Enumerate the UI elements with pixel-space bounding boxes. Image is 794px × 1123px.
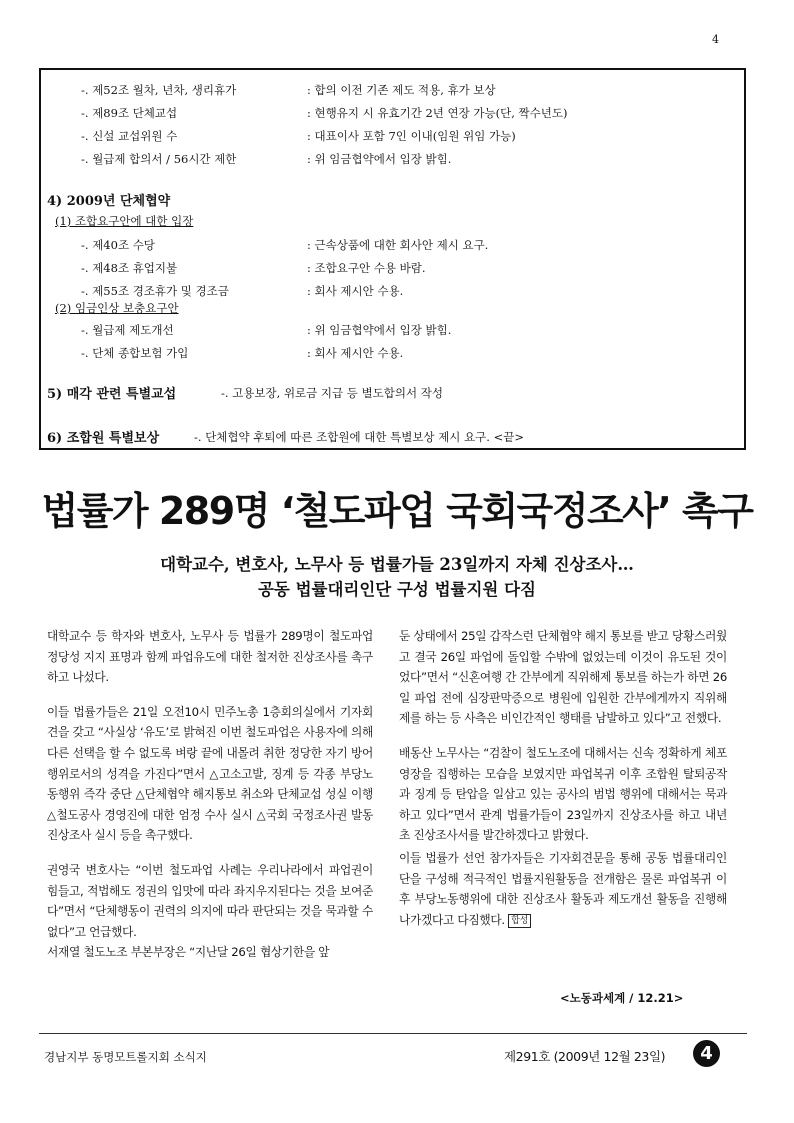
paragraph: 배동산 노무사는 “검찰이 철도노조에 대해서는 신속 정확하게 체포영장을 집행하는 모습을 보였지만 파업복귀 이후 조합원 탈퇴공작과 징계 등 탄압을 일삼고 있는 공사의 범법 행위에 대해서는 묵과하고 있다”면서 관계 법률가들이 23일까지 진상조사를 하고 내년 초 진상조사서를 발간하겠다고 밝혔다. — [399, 745, 727, 843]
section-5-title: 5) 매각 관련 특별교섭 — [47, 387, 177, 402]
footer-publication: 경남지부 동명모트롤지회 소식지 — [44, 1050, 207, 1064]
agreement-summary-box — [39, 68, 746, 450]
item-label: -. 제52조 월차, 년차, 생리휴가 — [81, 83, 237, 97]
item-label: -. 제55조 경조휴가 및 경조금 — [81, 284, 229, 298]
article-subheadline-1: 대학교수, 변호사, 노무사 등 법률가들 23일까지 자체 진상조사… — [160, 555, 634, 574]
item-value: : 합의 이전 기존 제도 적용, 휴가 보상 — [307, 83, 496, 97]
paragraph: 이들 법률가들은 21일 오전10시 민주노총 1층회의실에서 기자회견을 갖고 “사실상 ‘유도’로 밝혀진 이번 철도파업은 사용자에 의해 다른 선택을 할 수 없도록 벼랑 끝에 내몰려 취한 정당한 자기 방어행위로서의 성격을 가진다”면서 △고소고발, 징계 등 각종 부당노동행위 즉각 중단 △단체협약 해지통보 취소와 단체교섭 성실 이행 △철도공사 경영진에 대한 엄정 수사 실시 △국회 국정조사권 발동 진상조사 실시 등을 촉구했다. — [47, 704, 373, 843]
item-value: : 대표이사 포함 7인 이내(임원 위임 가능) — [307, 129, 516, 143]
page-number-badge: 4 — [693, 1040, 720, 1067]
item-value: : 회사 제시안 수용. — [307, 284, 404, 298]
paragraph: 둔 상태에서 25일 갑작스런 단체협약 해지 통보를 받고 당황스러웠고 결국 26일 파업에 돌입할 수밖에 없었는데 이것이 유도된 것이었다”면서 “신혼여행 간 간부에게 직위해제 통보를 하는가 하면 26일 파업 전에 심장판막증으로 병원에 입원한 간부에게까지 직위해제를 하는 등 사측은 비인간적인 행태를 남발하고 있다”고 전했다. — [399, 629, 727, 726]
article-source: <노동과세계 / 12.21> — [560, 991, 684, 1005]
article-subheadline-2: 공동 법률대리인단 구성 법률지원 다짐 — [257, 580, 536, 599]
item-label: -. 신설 교섭위원 수 — [81, 129, 178, 143]
footer-issue: 제291호 (2009년 12월 23일) — [504, 1049, 666, 1064]
item-value: : 위 임금협약에서 입장 밝힘. — [307, 152, 452, 166]
item-value: : 현행유지 시 유효기간 2년 연장 가능(단, 짝수년도) — [307, 106, 568, 120]
item-value: : 근속상품에 대한 회사안 제시 요구. — [307, 238, 489, 252]
item-label: -. 제48조 휴업지불 — [81, 261, 178, 275]
subsection-2-title: (2) 임금인상 보충요구안 — [55, 301, 179, 315]
article-headline: 법률가 289명 ‘철도파업 국회국정조사’ 촉구 — [41, 489, 753, 533]
item-label: -. 월급제 합의서 / 56시간 제한 — [81, 152, 237, 166]
paragraph: 서재열 철도노조 부본부장은 “지난달 26일 협상기한을 앞 — [47, 945, 330, 960]
item-value: : 위 임금협약에서 입장 밝힘. — [307, 323, 452, 337]
item-label: -. 제89조 단체교섭 — [81, 106, 178, 120]
section-6-text: -. 단체협약 후퇴에 따른 조합원에 대한 특별보상 제시 요구. <끝> — [194, 430, 524, 444]
footer-divider — [39, 1033, 747, 1034]
section-5-text: -. 고용보장, 위로금 지급 등 별도합의서 작성 — [221, 386, 443, 400]
item-label: -. 제40조 수당 — [81, 238, 155, 252]
article-right-column — [399, 626, 727, 930]
item-value: : 회사 제시안 수용. — [307, 346, 404, 360]
paragraph: 권영국 변호사는 “이번 철도파업 사례는 우리나라에서 파업권이 힘들고, 적법해도 정권의 입맛에 따라 좌지우지된다는 것을 보여준다”면서 “단체행동이 권력의 의지에 따라 판단되는 것을 묵과할 수 없다”고 언급했다. — [47, 862, 373, 939]
paragraph: 이들 법률가 선언 참가자들은 기자회견문을 통해 공동 법률대리인단을 구성해 적극적인 법률지원활동을 전개함은 물론 파업복귀 이후 부당노동행위에 대한 진상조사 활동과 제도개선 활동을 진행해 나가겠다고 다짐했다. 합성 — [399, 850, 727, 927]
article-stamp: 합성 — [508, 914, 531, 928]
paragraph: 대학교수 등 학자와 변호사, 노무사 등 법률가 289명이 철도파업 정당성 지지 표명과 함께 파업유도에 대한 철저한 진상조사를 촉구하고 나섰다. — [47, 629, 373, 685]
section-6-title: 6) 조합원 특별보상 — [47, 431, 160, 446]
article-left-column — [47, 626, 373, 963]
item-label: -. 월급제 제도개선 — [81, 323, 174, 337]
item-value: : 조합요구안 수용 바람. — [307, 261, 426, 275]
item-label: -. 단체 종합보험 가입 — [81, 346, 189, 360]
section-4-title: 4) 2009년 단체협약 — [47, 194, 171, 209]
subsection-1-title: (1) 조합요구안에 대한 입장 — [55, 214, 194, 228]
page-number-top: 4 — [712, 33, 719, 46]
